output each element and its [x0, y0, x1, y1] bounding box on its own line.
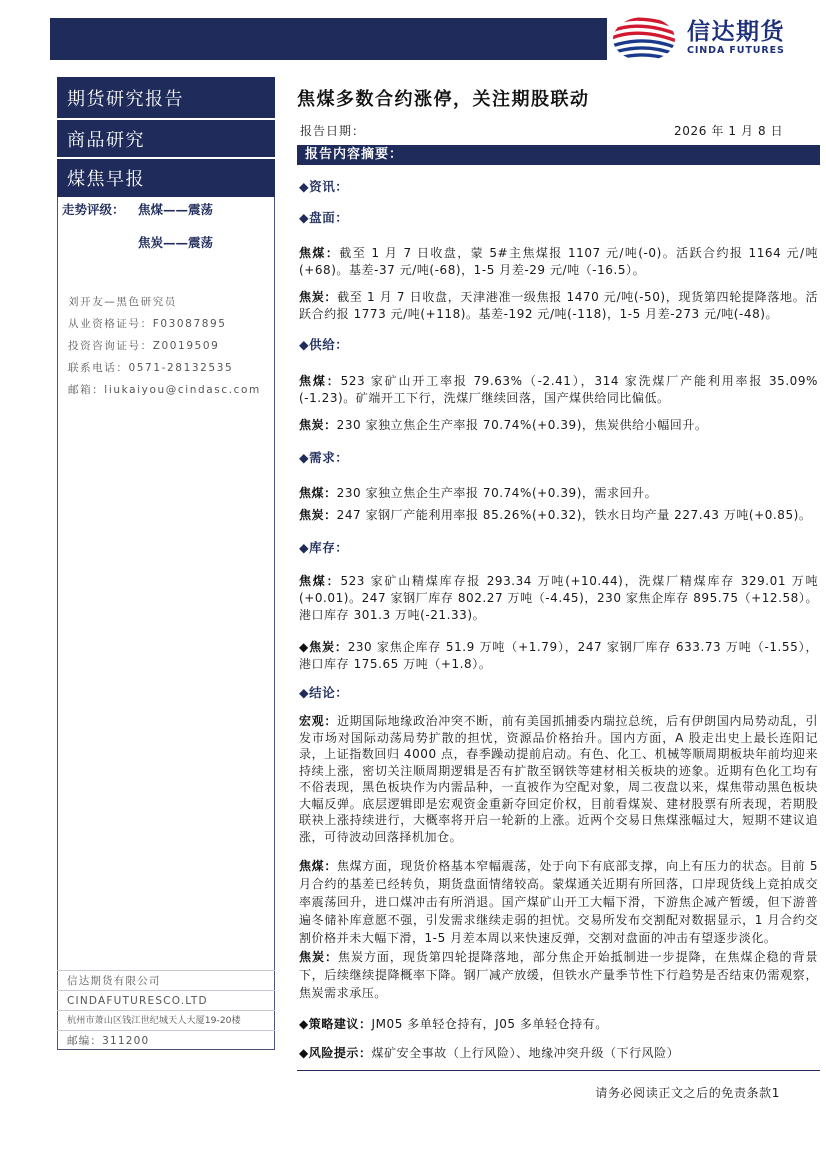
brand-wordmark [687, 19, 799, 57]
paragraph-text: 230 家独立焦企生产率报 70.74%(+0.39)，焦炭供给小幅回升。 [336, 418, 708, 432]
report-date-label: 报告日期： [300, 124, 366, 138]
summary-bar: 报告内容摘要： [297, 145, 820, 165]
paragraph-label: 焦煤： [299, 859, 337, 873]
paragraph-label: 宏观： [299, 714, 337, 728]
report-category: 商品研究 [67, 129, 145, 151]
report-name-box [57, 159, 275, 197]
analyst-license: 从业资格证号：F03087895 [68, 318, 227, 330]
company-name-en: CINDAFUTURESCO.LTD [57, 990, 275, 1010]
report-type: 期货研究报告 [67, 88, 184, 110]
report-title: 焦煤多数合约涨停，关注期股联动 [297, 89, 590, 110]
paragraph-label: 焦煤： [299, 574, 341, 588]
section-supply-heading: ◆供给： [299, 337, 349, 352]
category-box [57, 120, 275, 157]
paragraph-text: 523 家矿山精煤库存报 293.34 万吨(+10.44)，洗煤厂精煤库存 329.01 万吨(+0.01)。247 家钢厂库存 802.27 万吨（-4.45)，230 家焦企库存 895.75（+12.58）。港口库存 301.3 万吨(-21.33)。 [299, 574, 818, 622]
paragraph-text: 截至 1 月 7 日收盘，蒙 5#主焦煤报 1107 元/吨(-0)。活跃合约报 1164 元/吨(+68)。基差-37 元/吨(-68)，1-5 月差-29 元/吨（-16.5）。 [299, 246, 818, 277]
analyst-consult-license: 投资咨询证号：Z0019509 [68, 340, 220, 352]
analyst-phone: 联系电话：0571-28132535 [68, 362, 234, 374]
company-postcode: 邮编：311200 [57, 1030, 275, 1050]
strategy-label: ◆策略建议： [299, 1017, 372, 1031]
company-name: 信达期货有限公司 [57, 970, 275, 990]
paragraph-text: 近期国际地缘政治冲突不断，前有美国抓捕委内瑞拉总统，后有伊朗国内局势动乱，引发市场对国际动荡局势扩散的担忧，资源品价格抬升。国内方面，A 股走出史上最长连阳记录，上证指数回归 4000 点，春季躁动提前启动。有色、化工、机械等顺周期板块年前均迎来持续上涨，密切关注顺周期逻辑是否有扩散至钢铁等建材相关板块的迹象。近期有色化工均有不俗表现，黑色板块作为内需品种，一直被作为空配对象，周二夜盘以来，煤焦带动黑色板块大幅反弹。底层逻辑即是宏观资金重新夺回定价权，目前看煤炭、建材股票有所表现，若期股联袂上涨持续进行，大概率将开启一轮新的上涨。近两个交易日焦煤涨幅过大，短期不建议追涨，可待波动回落择机加仓。 [299, 714, 818, 844]
demand-coking-coal [299, 485, 818, 502]
conclusion-macro [299, 713, 818, 845]
market-coke [299, 289, 818, 323]
paragraph-label: 焦炭： [299, 950, 338, 964]
paragraph-label: ◆焦炭： [299, 640, 348, 654]
analyst-info [68, 291, 272, 401]
company-address: 杭州市萧山区钱江世纪城天人大厦19-20楼 [57, 1010, 275, 1030]
rating-coke: 焦炭——震荡 [138, 235, 214, 250]
analyst-email: 邮箱：liukaiyou@cindasc.com [68, 384, 261, 396]
paragraph-label: 焦炭： [299, 508, 337, 522]
section-market-heading: ◆盘面： [299, 210, 349, 225]
trend-rating [62, 202, 272, 251]
rating-coking-coal: 焦煤——震荡 [138, 202, 214, 217]
risk-label: ◆风险提示： [299, 1046, 372, 1060]
analyst-name: 刘开友—黑色研究员 [68, 296, 177, 308]
header-banner [50, 18, 607, 60]
supply-coking-coal [299, 373, 818, 407]
paragraph-text: 焦炭方面，现货第四轮提降落地，部分焦企开始抵制进一步提降，在焦煤企稳的背景下，后续继续提降概率下降。钢厂减产放缓，但铁水产量季节性下行趋势是否结束仍需观察，焦炭需求承压。 [299, 950, 818, 1000]
brand-name: 信达期货 [687, 19, 785, 45]
paragraph-text: 247 家钢厂产能利用率报 85.26%(+0.32)，铁水日均产量 227.43 万吨(+0.85)。 [336, 508, 812, 522]
report-date: 2026 年 1 月 8 日 [674, 124, 784, 138]
inventory-coke [299, 639, 818, 673]
paragraph-label: 焦炭： [299, 290, 338, 304]
section-inventory-heading: ◆库存： [299, 540, 349, 555]
conclusion-coke [299, 948, 818, 1002]
paragraph-text: 230 家独立焦企生产率报 70.74%(+0.39)，需求回升。 [336, 486, 658, 500]
conclusion-coking-coal [299, 857, 818, 947]
paragraph-label: 焦炭： [299, 418, 337, 432]
rating-label: 走势评级： [62, 202, 125, 217]
cinda-futures-logo-icon [611, 16, 677, 62]
inventory-coking-coal [299, 573, 818, 624]
rating-row-coking-coal [62, 202, 272, 218]
report-type-box [57, 77, 275, 118]
market-coking-coal [299, 245, 818, 279]
strategy-advice [299, 1016, 818, 1032]
section-news-heading: ◆资讯： [299, 179, 349, 194]
company-info [57, 970, 275, 1050]
section-conclusion-heading: ◆结论： [299, 685, 349, 700]
section-demand-heading: ◆需求： [299, 450, 349, 465]
risk-warning [299, 1045, 818, 1061]
paragraph-label: 焦煤： [299, 374, 341, 388]
strategy-text: JM05 多单轻仓持有，J05 多单轻仓持有。 [371, 1017, 608, 1031]
demand-coke [299, 507, 818, 524]
report-name: 煤焦早报 [67, 169, 145, 190]
paragraph-text: 焦煤方面，现货价格基本窄幅震荡，处于向下有底部支撑，向上有压力的状态。目前 5 月合约的基差已经转负，期货盘面情绪较高。蒙煤通关近期有所回落，口岸现货线上竞拍成交率震荡回升，进口煤冲击有所消退。国产煤矿山开工大幅下滑，下游焦企减产暂缓，但下游普遍冬储补库意愿不强，引发需求继续走弱的担忧。交易所发布交割配对数据显示，1 月合约交割价格并未大幅下滑，1-5 月差本周以来快速反弹，交割对盘面的冲击有望逐步淡化。 [299, 859, 818, 945]
paragraph-label: 焦煤： [299, 246, 340, 260]
supply-coke [299, 417, 818, 434]
footer-divider [297, 1070, 820, 1071]
report-body [299, 179, 818, 1061]
brand-name-en: CINDA FUTURES [687, 45, 785, 56]
disclaimer-note: 请务必阅读正文之后的免责条款1 [595, 1086, 780, 1100]
paragraph-text: 523 家矿山开工率报 79.63%（-2.41），314 家洗煤厂产能利用率报 35.09%(-1.23)。矿端开工下行，洗煤厂继续回落，国产煤供给同比偏低。 [299, 374, 818, 405]
risk-text: 煤矿安全事故（上行风险）、地缘冲突升级（下行风险） [371, 1046, 680, 1060]
rating-row-coke [62, 235, 272, 251]
paragraph-text: 截至 1 月 7 日收盘，天津港准一级焦报 1470 元/吨(-50)，现货第四轮提降落地。活跃合约报 1773 元/吨(+118)。基差-192 元/吨(-118)，1-5 月差-273 元/吨(-48)。 [299, 290, 818, 321]
paragraph-text: 230 家焦企库存 51.9 万吨（+1.79），247 家钢厂库存 633.73 万吨（-1.55），港口库存 175.65 万吨（+1.8）。 [299, 640, 818, 671]
paragraph-label: 焦煤： [299, 486, 337, 500]
